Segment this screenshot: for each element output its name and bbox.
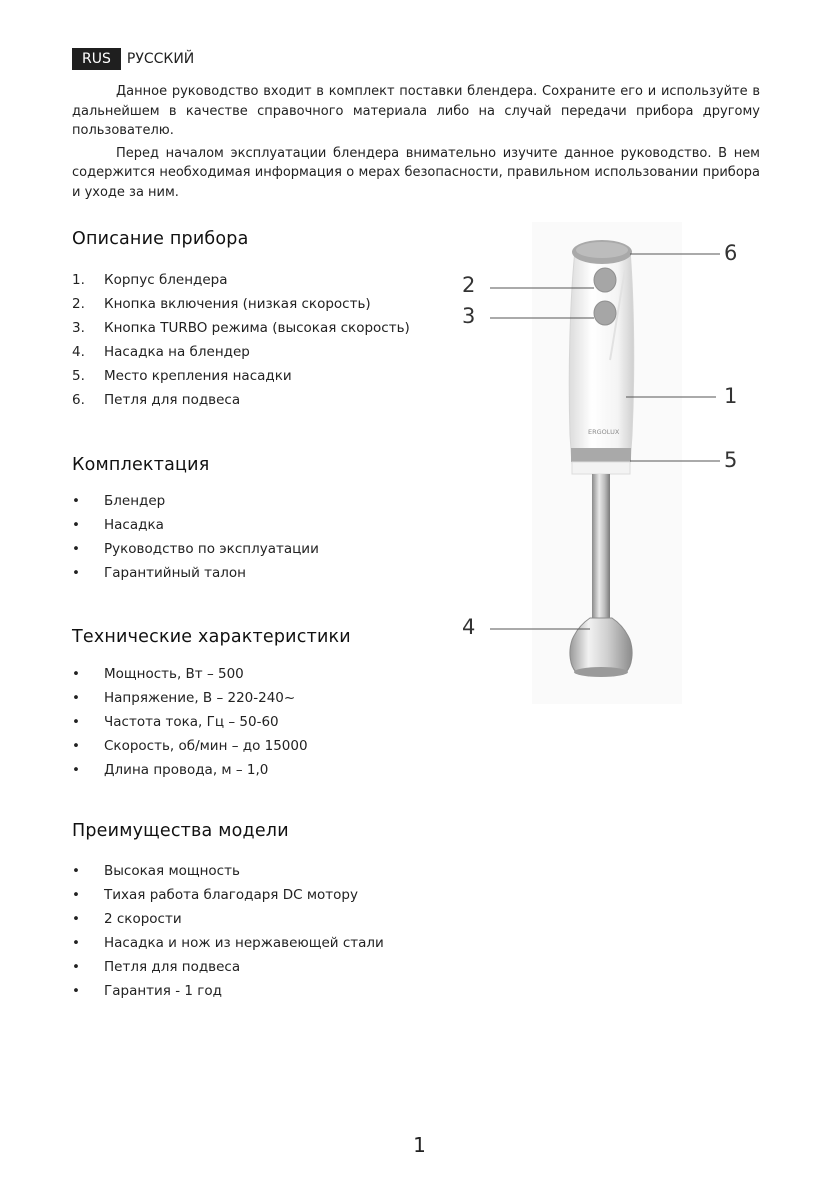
item-text: Длина провода, м – 1,0: [104, 762, 269, 778]
list-item: [72, 388, 410, 412]
callout-1: 1: [724, 384, 738, 408]
item-text: Высокая мощность: [104, 863, 240, 879]
item-number: 4.: [72, 344, 85, 360]
page-number: 1: [413, 1133, 426, 1157]
item-text: Корпус блендера: [104, 272, 228, 288]
item-text: Насадка и нож из нержавеющей стали: [104, 935, 384, 951]
bullet: •: [72, 911, 80, 927]
list-item: [72, 316, 410, 340]
intro-paragraph: Данное руководство входит в комплект поставки блендера. Сохраните его и используйте в дальнейшем в качестве справочного материала либо на случай передачи прибора другому пользователю.: [72, 84, 760, 138]
language-header: [72, 48, 194, 70]
bullet: •: [72, 983, 80, 999]
item-text: Напряжение, В – 220-240~: [104, 690, 296, 706]
item-text: Кнопка TURBO режима (высокая скорость): [104, 320, 410, 336]
bullet: •: [72, 959, 80, 975]
list-item: [72, 292, 410, 316]
list-item: [72, 489, 319, 513]
description-heading: Описание прибора: [72, 229, 249, 249]
item-text: Мощность, Вт – 500: [104, 666, 244, 682]
bullet: •: [72, 935, 80, 951]
language-code-badge: RUS: [72, 48, 121, 70]
item-number: 6.: [72, 392, 85, 408]
specs-list: [72, 662, 308, 782]
list-item: [72, 537, 319, 561]
item-text: Петля для подвеса: [104, 392, 241, 408]
item-text: Тихая работа благодаря DC мотору: [104, 887, 358, 903]
bullet: •: [72, 738, 80, 754]
item-text: Место крепления насадки: [104, 368, 292, 384]
item-text: Частота тока, Гц – 50-60: [104, 714, 279, 730]
item-text: Гарантийный талон: [104, 565, 246, 581]
intro-paragraph: Перед началом эксплуатации блендера внимательно изучите данное руководство. В нем содержится необходимая информация о мерах безопасности, правильном использовании прибора и уходе за ним.: [72, 145, 760, 200]
item-number: 1.: [72, 272, 85, 288]
item-text: Насадка на блендер: [104, 344, 250, 360]
list-item: [72, 931, 384, 955]
brand-logo: ERGOLUX: [588, 428, 620, 436]
bullet: •: [72, 666, 80, 682]
item-number: 2.: [72, 296, 85, 312]
callout-6: 6: [724, 241, 738, 265]
list-item: [72, 734, 308, 758]
intro-text: [72, 82, 760, 205]
bullet: •: [72, 690, 80, 706]
description-list: [72, 268, 410, 412]
list-item: [72, 907, 384, 931]
item-text: 2 скорости: [104, 911, 182, 927]
list-item: [72, 955, 384, 979]
blender-figure: [440, 220, 760, 710]
list-item: [72, 662, 308, 686]
list-item: [72, 561, 319, 585]
bullet: •: [72, 887, 80, 903]
advantages-list: [72, 859, 384, 1003]
language-name: РУССКИЙ: [126, 51, 195, 67]
bullet: •: [72, 517, 80, 533]
turbo-button: [594, 301, 616, 325]
item-text: Руководство по эксплуатации: [104, 541, 319, 557]
list-item: [72, 340, 410, 364]
item-number: 5.: [72, 368, 85, 384]
callout-5: 5: [724, 448, 738, 472]
list-item: [72, 513, 319, 537]
blender-shaft: [592, 474, 610, 624]
item-text: Блендер: [104, 493, 166, 509]
bullet: •: [72, 762, 80, 778]
item-text: Петля для подвеса: [104, 959, 241, 975]
item-text: Кнопка включения (низкая скорость): [104, 296, 371, 312]
item-text: Насадка: [104, 517, 164, 533]
list-item: [72, 686, 308, 710]
list-item: [72, 364, 410, 388]
bullet: •: [72, 565, 80, 581]
advantages-heading: Преимущества модели: [72, 821, 289, 841]
list-item: [72, 758, 308, 782]
attachment-ring: [571, 448, 631, 462]
list-item: [72, 979, 384, 1003]
list-item: [72, 883, 384, 907]
callout-2: 2: [462, 273, 476, 297]
blender-illustration: [440, 220, 760, 710]
bullet: •: [72, 541, 80, 557]
bullet: •: [72, 863, 80, 879]
bullet: •: [72, 493, 80, 509]
item-text: Гарантия - 1 год: [104, 983, 222, 999]
package-heading: Комплектация: [72, 455, 210, 475]
item-number: 3.: [72, 320, 85, 336]
bullet: •: [72, 714, 80, 730]
list-item: [72, 859, 384, 883]
specs-heading: Технические характеристики: [72, 627, 351, 647]
item-text: Скорость, об/мин – до 15000: [104, 738, 308, 754]
callout-4: 4: [462, 615, 476, 639]
list-item: [72, 710, 308, 734]
callout-3: 3: [462, 304, 476, 328]
list-item: [72, 268, 410, 292]
package-list: [72, 489, 319, 585]
low-speed-button: [594, 268, 616, 292]
